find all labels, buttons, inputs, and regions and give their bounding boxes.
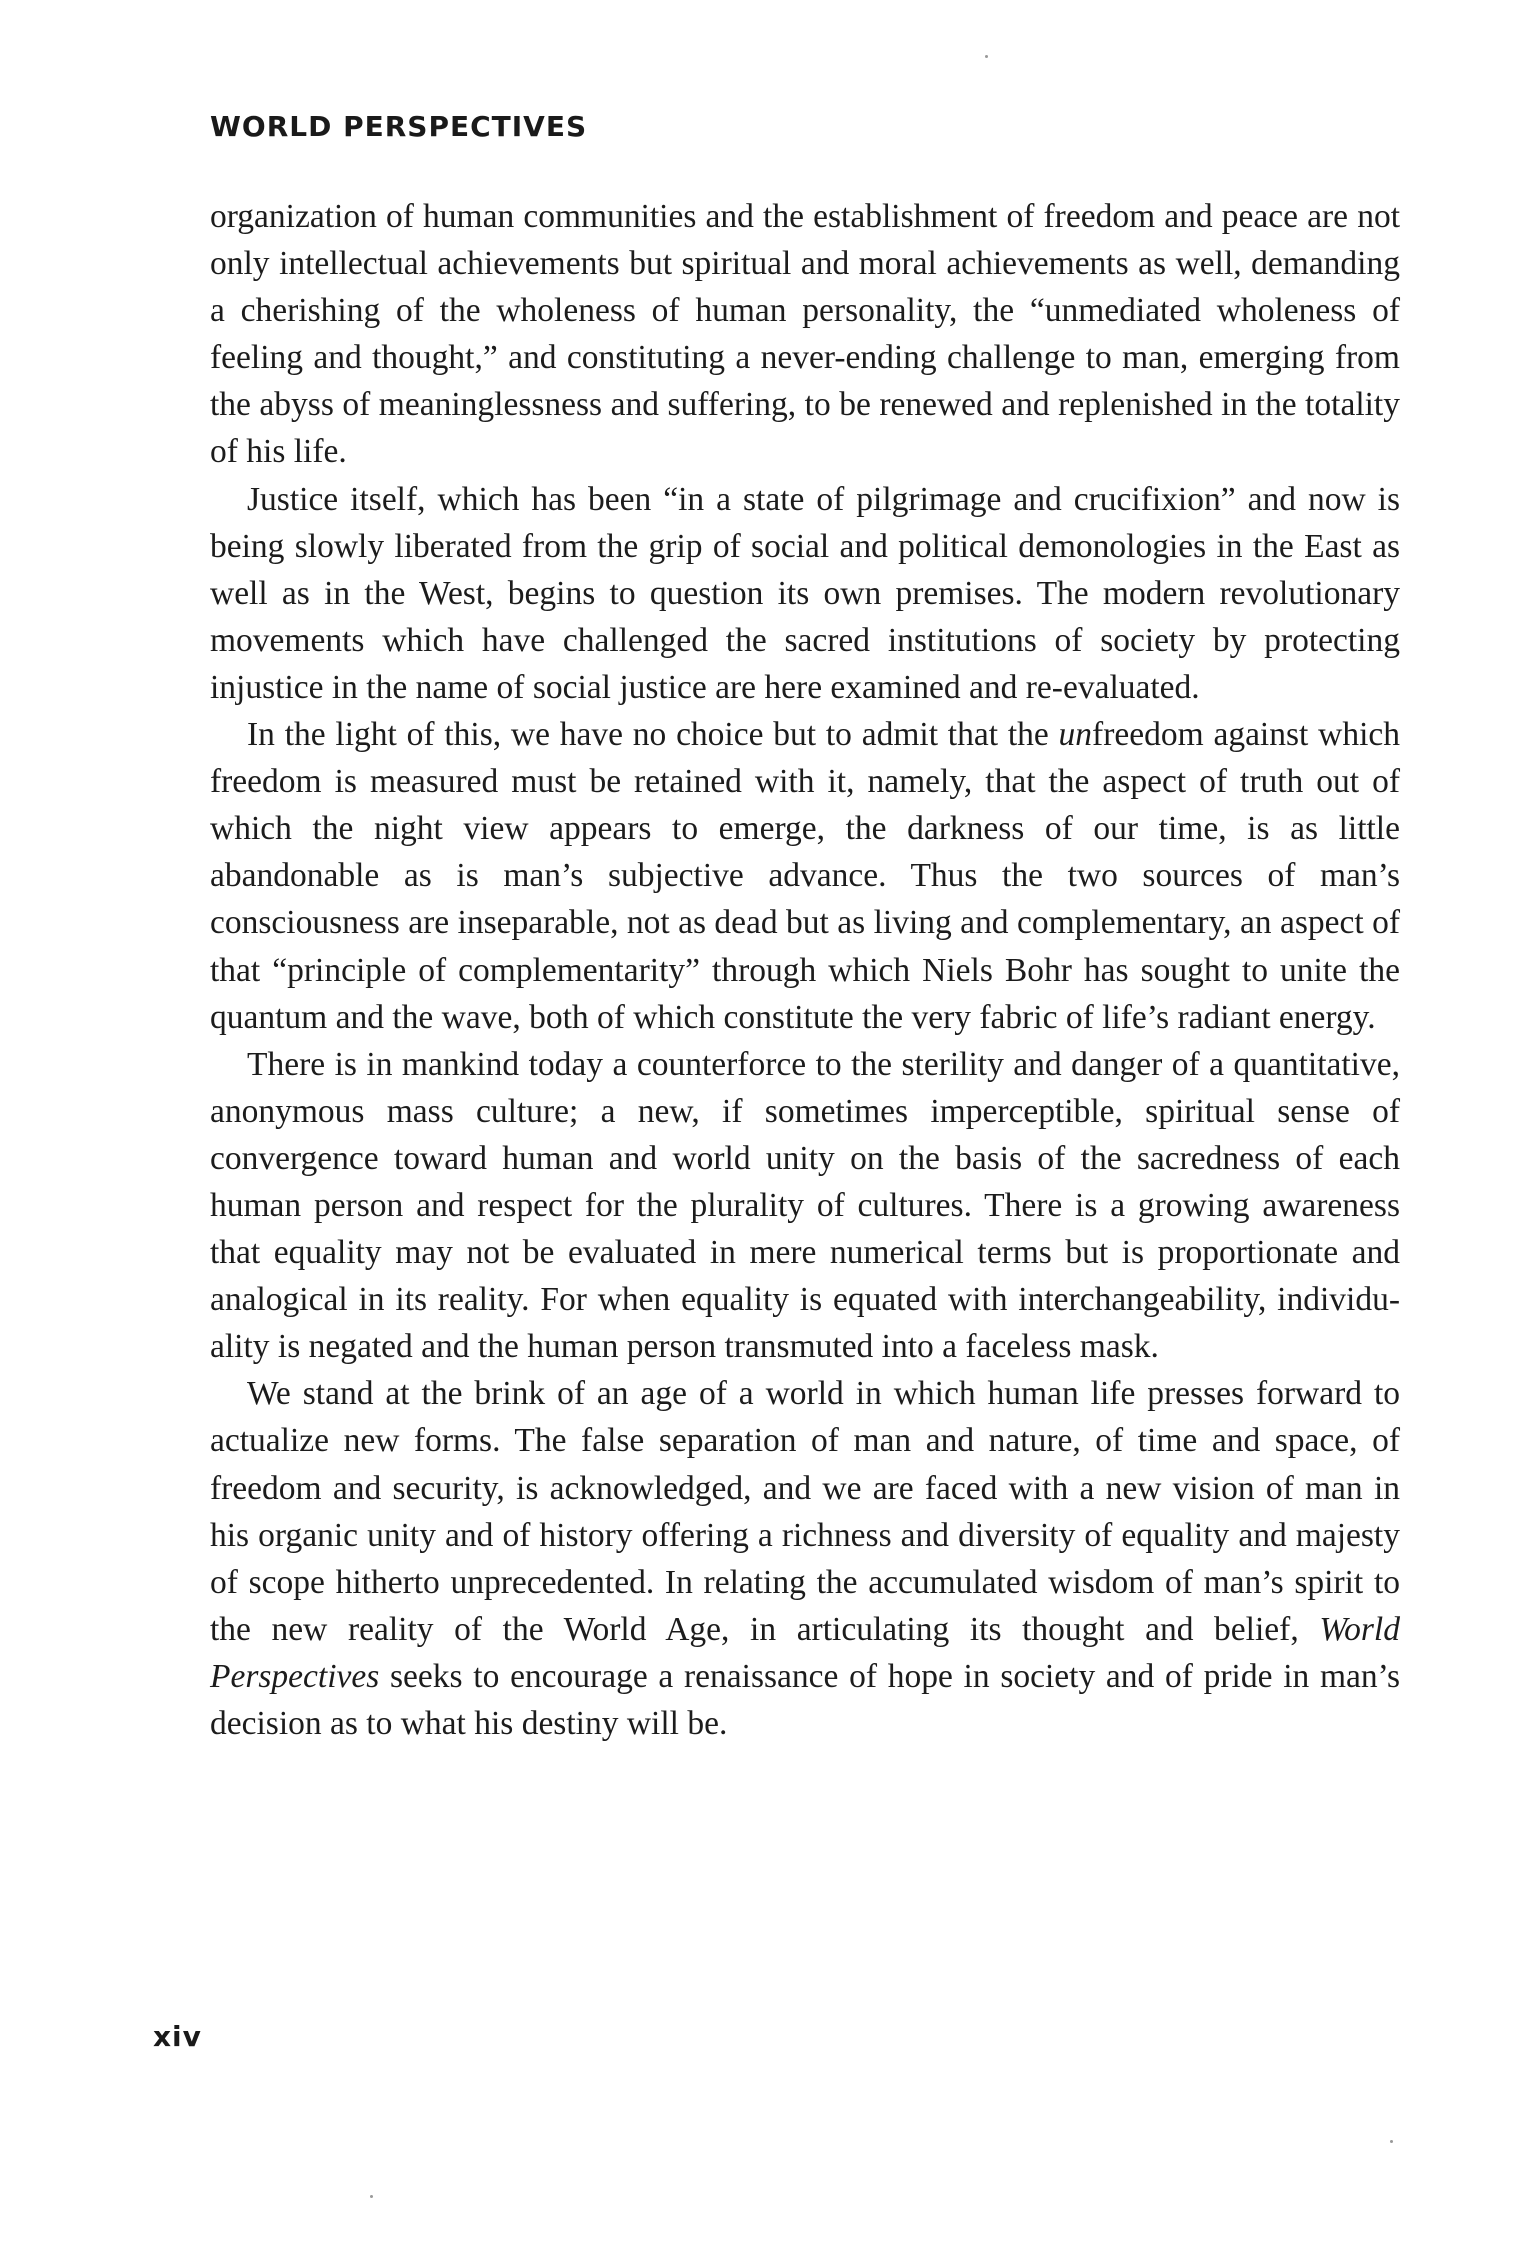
paragraph-text: We stand at the brink of an age of a world in which human life presses forward to actualize new forms. The false separation of man and nature, of time and space, of freedom and security, is acknowledged, and we are faced with a new vision of man in his organic unity and of history offering a richness and diversity of equality and majesty of scope hitherto unprecedented. In relating the accumulated wisdom of man’s spirit to the new reality of the World Age, in articulating its thought and belief, [210,1375,1400,1648]
paragraph-text: In the light of this, we have no choice but to admit that the [247,716,1059,754]
scan-speck [1390,2140,1393,2143]
paragraph [210,1370,1400,1747]
paragraph-text: freedom against which freedom is measured must be retained with it, namely, that the aspect of truth out of which the night view appears to emerge, the darkness of our time, is as little abandonable as is man’s subjective advance. Thus the two sources of man’s consciousness are inseparable, not as dead but as living and complementary, an aspect of that “principle of complementarity” through which Niels Bohr has sought to unite the quantum and the wave, both of which constitute the very fabric of life’s radiant energy. [210,716,1400,1036]
scan-speck [370,2195,373,2198]
paragraph: Justice itself, which has been “in a state of pilgrimage and crucifixion” and now is being slowly liberated from the grip of social and political demonologies in the East as well as in the West, begins to question its own premises. The modern revolutionary movements which have challenged the sacred institutions of society by protecting injustice in the name of social justice are here examined and re-evaluated. [210,480,1400,706]
running-head: WORLD PERSPECTIVES [210,110,588,143]
paragraph [210,711,1400,1041]
paragraph: organization of human communities and the establishment of freedom and peace are not only intellectual achievements but spiritual and moral achievements as well, demanding a cherishing of the wholeness of human personality, the “unmediated wholeness of feeling and thought,” and constituting a never-ending challenge to man, emerging from the abyss of meaninglessness and suffering, to be renewed and replenished in the totality of his life. [210,198,1400,471]
series-title-italic: World Perspectives [210,1610,1400,1695]
body-text [210,193,1400,1747]
scan-speck [985,55,988,58]
page-number: xiv [153,2020,202,2053]
italic-emphasis: un [1058,716,1093,754]
paragraph: There is in mankind today a counterforce to the sterility and danger of a quantitative, anonymous mass culture; a new, if sometimes imperceptible, spiritual sense of convergence toward human and world unity on the basis of the sacredness of each human person and respect for the plurality of cultures. There is a growing awareness that equality may not be evaluated in mere numerical terms but is proportionate and analogical in its reality. For when equality is equated with interchangeability, individuality is negated and the human person transmuted into a faceless mask. [210,1045,1400,1366]
paragraph-text: seeks to encourage a renaissance of hope in society and of pride in man’s decision as to what his destiny will be. [210,1657,1400,1742]
